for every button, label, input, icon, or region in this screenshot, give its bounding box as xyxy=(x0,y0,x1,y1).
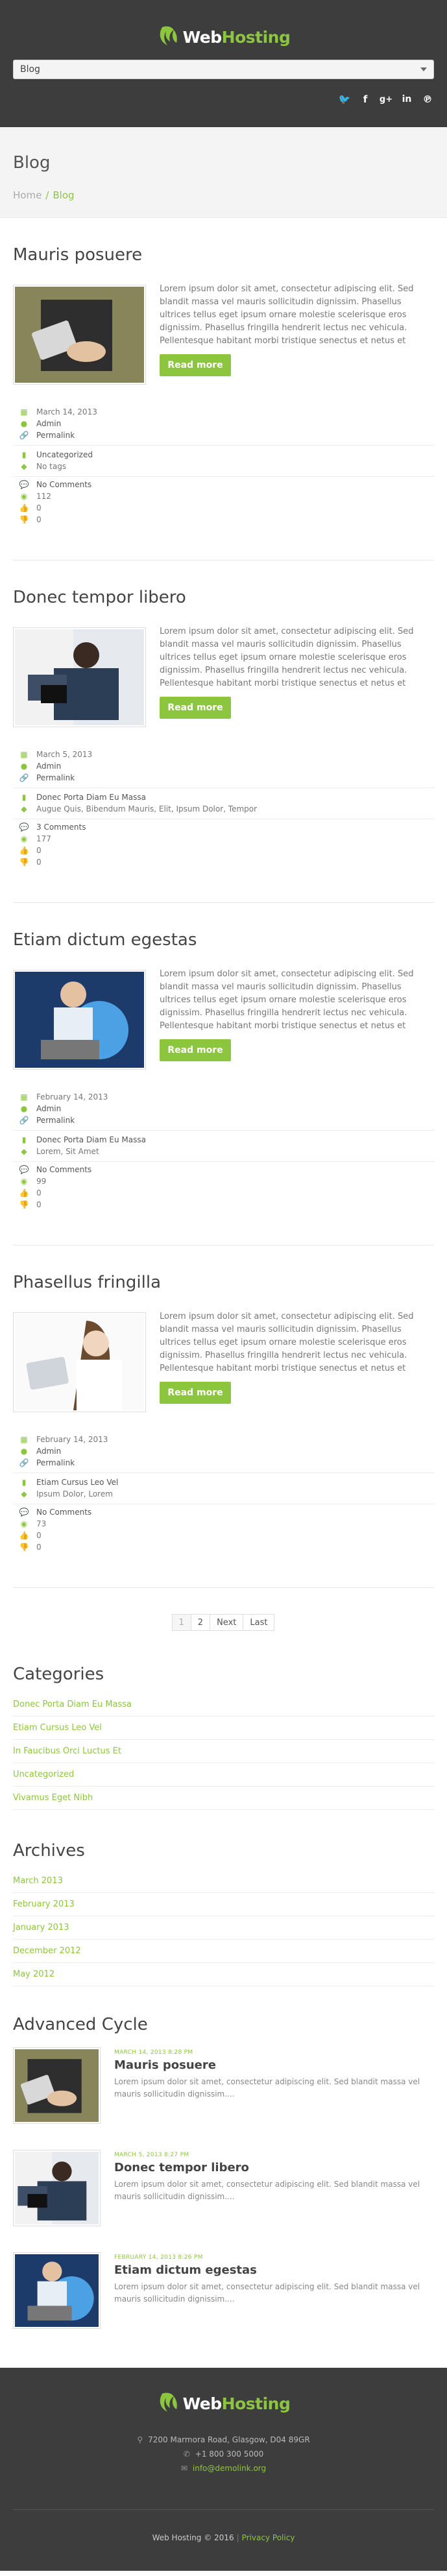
post-thumbnail[interactable] xyxy=(13,627,146,727)
thumbs-down-icon[interactable]: 👎 xyxy=(19,1200,29,1209)
footer-address: 7200 Marmora Road, Glasgow, D04 89GR xyxy=(148,2435,310,2444)
advanced-cycle-widget xyxy=(0,1985,447,2355)
post-date: March 14, 2013 xyxy=(36,407,97,416)
post-views-row xyxy=(13,490,434,502)
post-image xyxy=(15,1314,144,1410)
post-dislikes-row xyxy=(13,514,434,525)
advanced-cycle-title: Advanced Cycle xyxy=(13,2015,148,2034)
post-permalink-row xyxy=(13,1114,434,1126)
comment-icon: 💬 xyxy=(19,823,29,832)
calendar-icon: ▦ xyxy=(20,1092,28,1101)
eye-icon: ◉ xyxy=(20,492,28,501)
breadcrumb-home-link[interactable]: Home xyxy=(13,189,42,201)
post-likes-row xyxy=(13,502,434,514)
post-views-row xyxy=(13,833,434,845)
cycle-post-item xyxy=(13,2047,434,2150)
post-list xyxy=(0,218,447,1588)
facebook-icon[interactable]: f xyxy=(363,93,368,105)
last-page-link[interactable]: Last xyxy=(243,1614,274,1631)
category-link[interactable]: Donec Porta Diam Eu Massa xyxy=(13,1693,434,1716)
post-thumbnail[interactable] xyxy=(13,970,146,1070)
post-image xyxy=(15,287,144,383)
post-date-row xyxy=(13,1091,434,1103)
post-stats xyxy=(13,1164,434,1213)
post-date: March 5, 2013 xyxy=(36,750,93,759)
categories-widget xyxy=(0,1657,447,1810)
footer-divider xyxy=(13,2509,434,2510)
read-more-button[interactable]: Read more xyxy=(160,1039,231,1061)
post-comments-link[interactable]: No Comments xyxy=(36,480,92,489)
tag-icon: ◆ xyxy=(21,462,27,471)
post-views-row xyxy=(13,1175,434,1187)
cycle-post-image xyxy=(15,2254,99,2327)
eye-icon: ◉ xyxy=(20,834,28,843)
cycle-post-title-link[interactable]: Donec tempor libero xyxy=(114,2161,249,2174)
breadcrumb-separator: / xyxy=(45,189,49,201)
footer-logo-text: WebHosting xyxy=(182,2394,291,2413)
post-permalink[interactable]: Permalink xyxy=(36,1116,75,1125)
post-categories[interactable]: Uncategorized xyxy=(36,450,93,459)
calendar-icon: ▦ xyxy=(20,407,28,416)
footer-copyright xyxy=(0,2533,447,2542)
category-link[interactable]: Uncategorized xyxy=(13,1763,434,1787)
archive-link[interactable]: December 2012 xyxy=(13,1940,434,1963)
footer-contact-info xyxy=(0,2433,447,2475)
post-date-row xyxy=(13,749,434,760)
post-author-link[interactable]: Admin xyxy=(36,762,62,771)
cycle-post-thumbnail[interactable] xyxy=(13,2150,101,2226)
comment-icon: 💬 xyxy=(19,480,29,489)
site-footer xyxy=(0,2368,447,2571)
page-2-link[interactable]: 2 xyxy=(191,1614,210,1631)
post-comments-link[interactable]: 3 Comments xyxy=(36,823,86,832)
post-meta-info xyxy=(13,749,434,788)
link-icon: 🔗 xyxy=(19,1116,29,1125)
linkedin-icon[interactable]: in xyxy=(402,94,412,104)
cycle-post-excerpt: Lorem ipsum dolor sit amet, consectetur adipiscing elit. Sed blandit massa vel mauris sollicitudin dignissim.... xyxy=(114,2180,420,2201)
post-date: February 14, 2013 xyxy=(36,1435,108,1444)
post-stats xyxy=(13,821,434,871)
post-dislikes-row xyxy=(13,1541,434,1553)
footer-logo[interactable] xyxy=(0,2391,447,2416)
post-permalink-row xyxy=(13,1457,434,1469)
mail-icon: ✉ xyxy=(180,2464,187,2473)
post-title-link[interactable]: Donec tempor libero xyxy=(13,588,186,607)
logo-text: WebHosting xyxy=(182,27,291,47)
post-dislikes-row xyxy=(13,856,434,868)
bookmark-icon: ▮ xyxy=(21,1135,27,1144)
post-author-link[interactable]: Admin xyxy=(36,1104,62,1113)
archives-widget xyxy=(0,1810,447,1985)
post-comments-link[interactable]: No Comments xyxy=(36,1165,92,1174)
nav-select[interactable] xyxy=(13,60,434,79)
post-title-link[interactable]: Mauris posuere xyxy=(13,245,143,265)
user-icon: ● xyxy=(20,1104,28,1113)
pinterest-icon[interactable]: ℗ xyxy=(422,93,433,105)
link-icon: 🔗 xyxy=(19,431,29,440)
post-author-row xyxy=(13,1445,434,1457)
archive-link[interactable]: February 2013 xyxy=(13,1893,434,1916)
post-thumbnail[interactable] xyxy=(13,285,146,385)
page-title: Blog xyxy=(13,153,51,173)
post-dislikes: 0 xyxy=(36,858,42,867)
post-permalink-row xyxy=(13,772,434,784)
post-likes-row xyxy=(13,845,434,856)
post-views: 73 xyxy=(36,1519,47,1528)
post-permalink-row xyxy=(13,429,434,441)
eye-icon: ◉ xyxy=(20,1519,28,1528)
cycle-post-date: MARCH 5, 2013 8:27 PM xyxy=(114,2152,189,2158)
archive-link[interactable]: March 2013 xyxy=(13,1870,434,1893)
tag-icon: ◆ xyxy=(21,1489,27,1499)
post-dislikes-row xyxy=(13,1199,434,1210)
chevron-down-icon xyxy=(420,67,427,71)
post-excerpt: Lorem ipsum dolor sit amet, consectetur adipiscing elit. Sed blandit massa vel mauris sollicitudin dignissim. Phasellus ultrices tellus eget ipsum ornare molestie scelerisque eros dignissim. Phasellus fringilla hendrerit lectus nec vehicula. Pellentesque habitant morbi tristique senectus et netus et xyxy=(160,284,414,346)
cycle-post-date: FEBRUARY 14, 2013 8:26 PM xyxy=(114,2254,203,2261)
copyright-separator: | xyxy=(236,2533,239,2542)
calendar-icon: ▦ xyxy=(20,750,28,759)
post-dislikes: 0 xyxy=(36,515,42,524)
post-views: 177 xyxy=(36,834,51,843)
post-likes: 0 xyxy=(36,1531,42,1540)
post-views: 112 xyxy=(36,492,51,501)
post-likes: 0 xyxy=(36,846,42,855)
post-taxonomy xyxy=(13,449,434,477)
post-tags-row xyxy=(13,1488,434,1500)
categories-list xyxy=(13,1693,434,1810)
post-permalink[interactable]: Permalink xyxy=(36,773,75,782)
category-link[interactable]: Vivamus Eget Nibh xyxy=(13,1787,434,1810)
post-meta-info xyxy=(13,406,434,446)
cycle-post-date: MARCH 14, 2013 8:28 PM xyxy=(114,2049,193,2056)
post-author-link[interactable]: Admin xyxy=(36,1447,62,1456)
cycle-post-excerpt: Lorem ipsum dolor sit amet, consectetur adipiscing elit. Sed blandit massa vel mauris sollicitudin dignissim.... xyxy=(114,2282,420,2304)
privacy-policy-link[interactable]: Privacy Policy xyxy=(241,2533,295,2542)
post-image xyxy=(15,972,144,1068)
post-author-row xyxy=(13,418,434,429)
read-more-button[interactable]: Read more xyxy=(160,1382,231,1404)
thumbs-up-icon[interactable]: 👍 xyxy=(19,503,29,512)
post-tags[interactable]: No tags xyxy=(36,462,67,471)
blog-post xyxy=(13,1246,434,1588)
logo-mark-icon xyxy=(157,2391,179,2416)
archive-link[interactable]: May 2012 xyxy=(13,1963,434,1986)
post-author-row xyxy=(13,760,434,772)
nav-select-value: Blog xyxy=(20,64,40,75)
post-taxonomy xyxy=(13,1134,434,1162)
post-categories-row xyxy=(13,449,434,461)
link-icon: 🔗 xyxy=(19,1458,29,1467)
post-date: February 14, 2013 xyxy=(36,1092,108,1101)
category-link[interactable]: Etiam Cursus Leo Vel xyxy=(13,1716,434,1740)
footer-email-link[interactable]: info@demolink.org xyxy=(192,2464,267,2473)
post-image xyxy=(15,629,144,725)
post-author-link[interactable]: Admin xyxy=(36,419,62,428)
post-excerpt: Lorem ipsum dolor sit amet, consectetur adipiscing elit. Sed blandit massa vel mauris sollicitudin dignissim. Phasellus ultrices tellus eget ipsum ornare molestie scelerisque eros dignissim. Phasellus fringilla hendrerit lectus nec vehicula. Pellentesque habitant morbi tristique senectus et netus et xyxy=(160,1312,414,1373)
cycle-post-excerpt: Lorem ipsum dolor sit amet, consectetur adipiscing elit. Sed blandit massa vel mauris sollicitudin dignissim.... xyxy=(114,2077,420,2099)
archives-list xyxy=(13,1870,434,1986)
post-categories[interactable]: Donec Porta Diam Eu Massa xyxy=(36,793,146,802)
tag-icon: ◆ xyxy=(21,1147,27,1156)
pagination xyxy=(0,1588,447,1657)
category-link[interactable]: In Faucibus Orci Luctus Et xyxy=(13,1740,434,1763)
logo-mark-icon xyxy=(157,25,179,49)
post-likes-row xyxy=(13,1187,434,1199)
post-taxonomy xyxy=(13,791,434,819)
cycle-post-title-link[interactable]: Mauris posuere xyxy=(114,2058,216,2072)
post-comments-row xyxy=(13,1164,434,1175)
google-plus-icon[interactable]: g+ xyxy=(379,94,393,104)
post-date-row xyxy=(13,406,434,418)
post-tags-row xyxy=(13,1146,434,1157)
post-taxonomy xyxy=(13,1476,434,1504)
post-title-link[interactable]: Phasellus fringilla xyxy=(13,1273,162,1292)
site-header xyxy=(0,0,447,127)
tag-icon: ◆ xyxy=(21,804,27,813)
archive-link[interactable]: January 2013 xyxy=(13,1916,434,1940)
post-stats xyxy=(13,479,434,528)
phone-icon: ✆ xyxy=(183,2450,190,2459)
post-tags[interactable]: Augue Quis, Bibendum Mauris, Elit, Ipsum Dolor, Tempor xyxy=(36,804,258,813)
post-views: 99 xyxy=(36,1177,47,1186)
site-logo[interactable] xyxy=(0,25,447,49)
thumbs-up-icon[interactable]: 👍 xyxy=(19,846,29,855)
bookmark-icon: ▮ xyxy=(21,450,27,459)
cycle-post-item xyxy=(13,2150,434,2252)
copyright-text: Web Hosting © 2016 xyxy=(152,2533,234,2542)
post-categories-row xyxy=(13,791,434,803)
post-title-link[interactable]: Etiam dictum egestas xyxy=(13,930,197,950)
post-permalink[interactable]: Permalink xyxy=(36,1458,75,1467)
post-meta-info xyxy=(13,1434,434,1473)
user-icon: ● xyxy=(20,1447,28,1456)
post-dislikes: 0 xyxy=(36,1543,42,1552)
post-categories-row xyxy=(13,1134,434,1146)
post-tags[interactable]: Ipsum Dolor, Lorem xyxy=(36,1489,113,1499)
post-likes: 0 xyxy=(36,1188,42,1198)
post-likes: 0 xyxy=(36,503,42,512)
blog-post xyxy=(13,560,434,903)
thumbs-down-icon[interactable]: 👎 xyxy=(19,515,29,524)
bookmark-icon: ▮ xyxy=(21,793,27,802)
comment-icon: 💬 xyxy=(19,1508,29,1517)
breadcrumb xyxy=(13,189,434,201)
link-icon: 🔗 xyxy=(19,773,29,782)
post-categories[interactable]: Etiam Cursus Leo Vel xyxy=(36,1478,119,1487)
post-excerpt: Lorem ipsum dolor sit amet, consectetur adipiscing elit. Sed blandit massa vel mauris sollicitudin dignissim. Phasellus ultrices tellus eget ipsum ornare molestie scelerisque eros dignissim. Phasellus fringilla hendrerit lectus nec vehicula. Pellentesque habitant morbi tristique senectus et netus et xyxy=(160,969,414,1031)
post-dislikes: 0 xyxy=(36,1200,42,1209)
thumbs-up-icon[interactable]: 👍 xyxy=(19,1531,29,1540)
next-page-link[interactable]: Next xyxy=(210,1614,243,1631)
post-comments-row xyxy=(13,1506,434,1518)
map-pin-icon: ⚲ xyxy=(137,2435,143,2444)
page-1-link[interactable]: 1 xyxy=(172,1614,191,1631)
post-excerpt: Lorem ipsum dolor sit amet, consectetur adipiscing elit. Sed blandit massa vel mauris sollicitudin dignissim. Phasellus ultrices tellus eget ipsum ornare molestie scelerisque eros dignissim. Phasellus fringilla hendrerit lectus nec vehicula. Pellentesque habitant morbi tristique senectus et netus et xyxy=(160,627,414,688)
post-views-row xyxy=(13,1518,434,1530)
post-comments-link[interactable]: No Comments xyxy=(36,1508,92,1517)
post-permalink[interactable]: Permalink xyxy=(36,431,75,440)
bookmark-icon: ▮ xyxy=(21,1478,27,1487)
read-more-button[interactable]: Read more xyxy=(160,354,231,376)
post-date-row xyxy=(13,1434,434,1445)
post-tags[interactable]: Lorem, Sit Amet xyxy=(36,1147,99,1156)
cycle-post-thumbnail[interactable] xyxy=(13,2252,101,2329)
page-heading-section xyxy=(0,127,447,218)
cycle-post-image xyxy=(15,2152,99,2224)
user-icon: ● xyxy=(20,762,28,771)
social-links xyxy=(338,93,434,106)
breadcrumb-current: Blog xyxy=(53,189,75,201)
comment-icon: 💬 xyxy=(19,1165,29,1174)
calendar-icon: ▦ xyxy=(20,1435,28,1444)
categories-title: Categories xyxy=(13,1665,104,1684)
post-tags-row xyxy=(13,461,434,472)
post-comments-row xyxy=(13,821,434,833)
post-categories[interactable]: Donec Porta Diam Eu Massa xyxy=(36,1135,146,1144)
blog-post xyxy=(13,218,434,560)
blog-post xyxy=(13,903,434,1246)
cycle-post-thumbnail[interactable] xyxy=(13,2047,101,2124)
thumbs-up-icon[interactable]: 👍 xyxy=(19,1188,29,1198)
footer-phone: +1 800 300 5000 xyxy=(195,2450,264,2459)
post-categories-row xyxy=(13,1476,434,1488)
post-thumbnail[interactable] xyxy=(13,1312,146,1412)
archives-title: Archives xyxy=(13,1841,85,1860)
thumbs-down-icon[interactable]: 👎 xyxy=(19,1543,29,1552)
cycle-post-item xyxy=(13,2252,434,2355)
post-tags-row xyxy=(13,803,434,815)
read-more-button[interactable]: Read more xyxy=(160,697,231,719)
post-author-row xyxy=(13,1103,434,1114)
post-comments-row xyxy=(13,479,434,490)
thumbs-down-icon[interactable]: 👎 xyxy=(19,858,29,867)
post-likes-row xyxy=(13,1530,434,1541)
cycle-post-title-link[interactable]: Etiam dictum egestas xyxy=(114,2263,257,2277)
user-icon: ● xyxy=(20,419,28,428)
eye-icon: ◉ xyxy=(20,1177,28,1186)
post-meta-info xyxy=(13,1091,434,1131)
twitter-icon[interactable]: 🐦 xyxy=(338,93,351,105)
cycle-post-image xyxy=(15,2049,99,2122)
post-stats xyxy=(13,1506,434,1556)
